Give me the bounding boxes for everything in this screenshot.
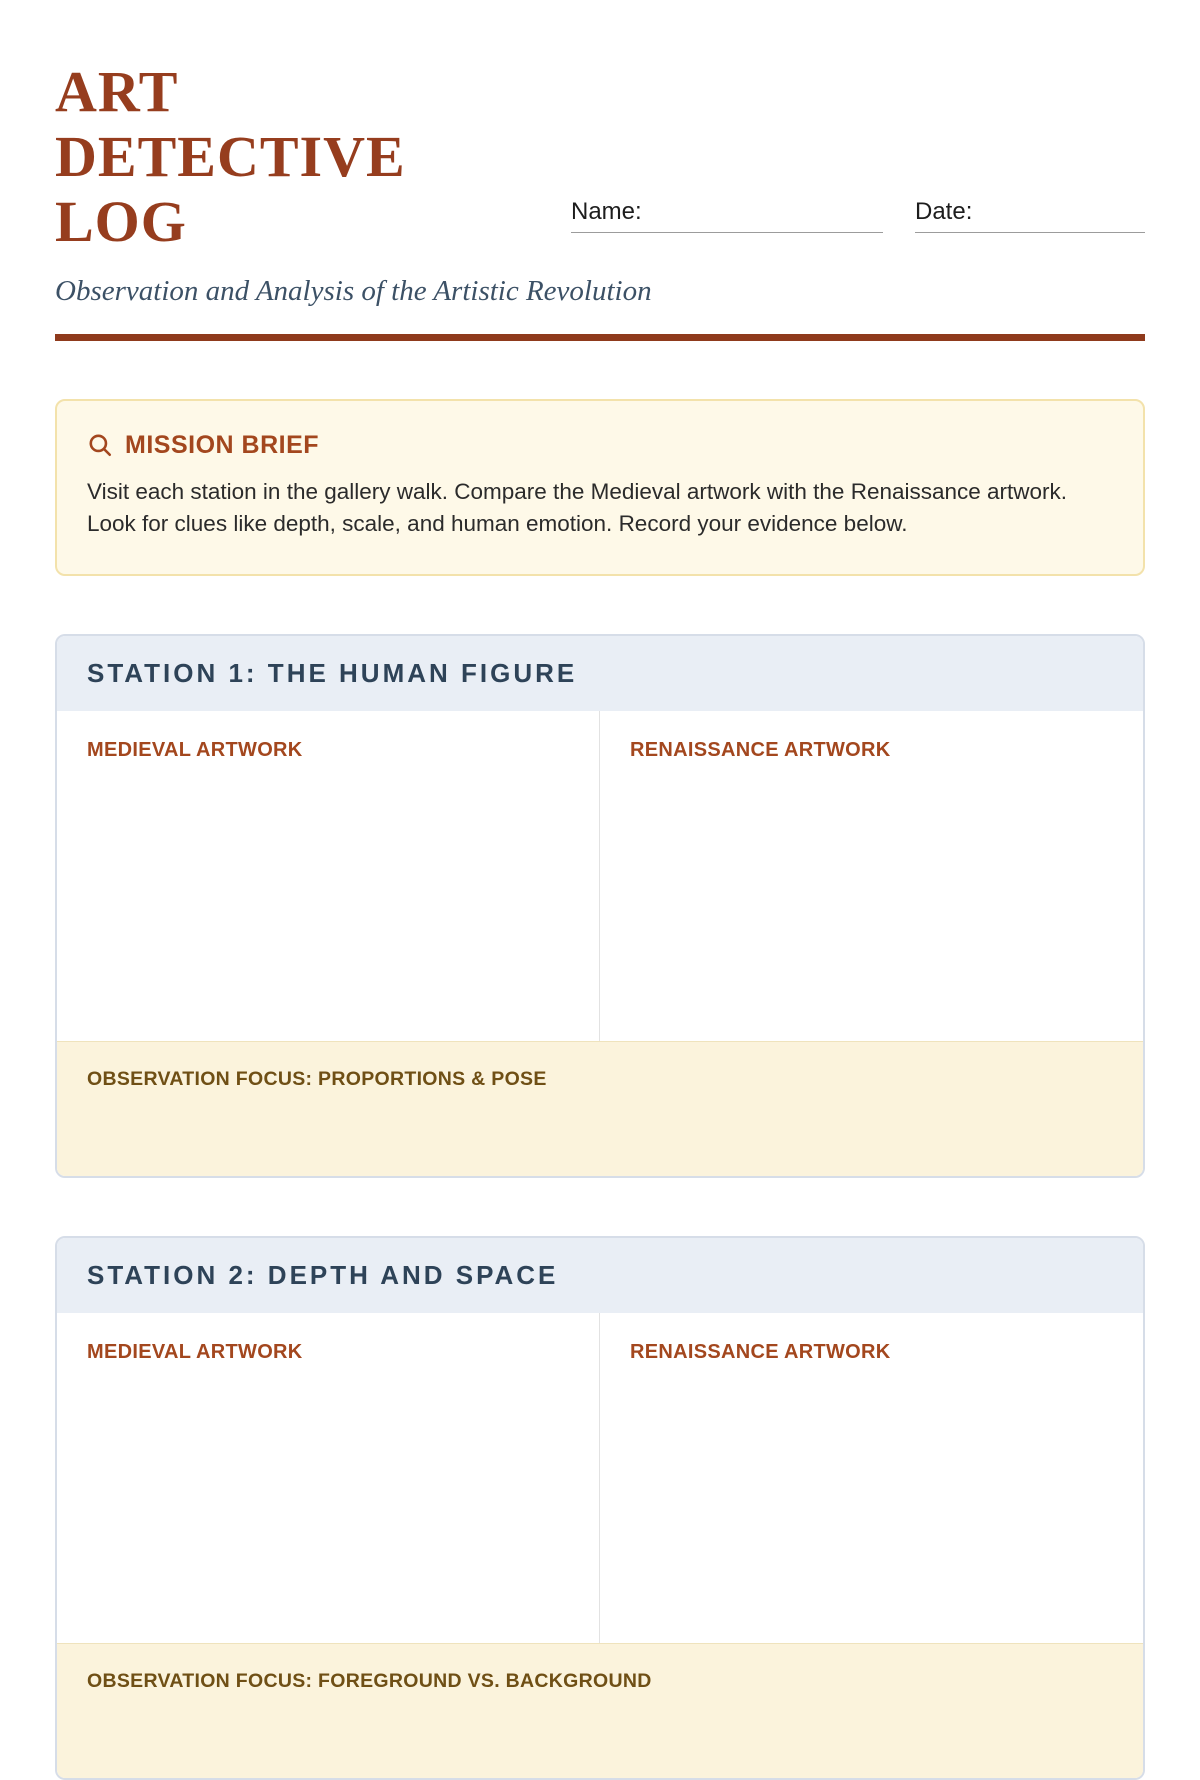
mission-heading: MISSION BRIEF <box>125 430 320 459</box>
focus-writing-area[interactable] <box>87 1091 1113 1146</box>
medieval-writing-area[interactable] <box>87 762 569 982</box>
renaissance-writing-area[interactable] <box>630 762 1113 982</box>
station-1-renaissance-column <box>600 711 1143 1041</box>
medieval-writing-area[interactable] <box>87 1364 569 1584</box>
station-1-medieval-column <box>57 711 600 1041</box>
name-label: Name: <box>571 197 642 225</box>
station-2-renaissance-column <box>600 1313 1143 1643</box>
station-1-columns <box>57 711 1143 1041</box>
focus-label: OBSERVATION FOCUS: PROPORTIONS & POSE <box>87 1067 547 1090</box>
page-subtitle: Observation and Analysis of the Artistic Revolution <box>55 274 652 307</box>
date-label: Date: <box>915 197 973 225</box>
page-title-line1: ART DETECTIVE <box>55 59 406 189</box>
station-2-columns <box>57 1313 1143 1643</box>
medieval-artwork-label: MEDIEVAL ARTWORK <box>87 1340 303 1363</box>
renaissance-artwork-label: RENAISSANCE ARTWORK <box>630 1340 891 1363</box>
divider-rule <box>55 334 1145 341</box>
date-field[interactable] <box>915 198 1145 233</box>
page-title-line2: LOG <box>55 188 187 254</box>
station-card-2 <box>55 1236 1145 1780</box>
mission-body: Visit each station in the gallery walk. Compare the Medieval artwork with the Renaissance artwork. Look for clues like depth, scale, and human emotion. Record your evidence below. <box>87 478 1068 536</box>
page-title <box>55 60 535 255</box>
name-field[interactable] <box>571 198 883 233</box>
header <box>55 60 1145 255</box>
station-2-focus <box>57 1643 1143 1778</box>
medieval-artwork-label: MEDIEVAL ARTWORK <box>87 738 303 761</box>
station-1-focus <box>57 1041 1143 1176</box>
renaissance-artwork-label: RENAISSANCE ARTWORK <box>630 738 891 761</box>
search-icon <box>87 432 113 458</box>
mission-heading-row <box>87 431 1113 460</box>
renaissance-writing-area[interactable] <box>630 1364 1113 1584</box>
focus-writing-area[interactable] <box>87 1693 1113 1748</box>
title-block <box>55 60 535 255</box>
mission-brief-box <box>55 399 1145 576</box>
focus-label: OBSERVATION FOCUS: FOREGROUND VS. BACKGROUND <box>87 1669 652 1692</box>
station-card-1 <box>55 634 1145 1178</box>
name-date-fields <box>571 198 1145 233</box>
station-2-header: STATION 2: DEPTH AND SPACE <box>57 1238 1143 1313</box>
station-1-header: STATION 1: THE HUMAN FIGURE <box>57 636 1143 711</box>
station-2-medieval-column <box>57 1313 600 1643</box>
